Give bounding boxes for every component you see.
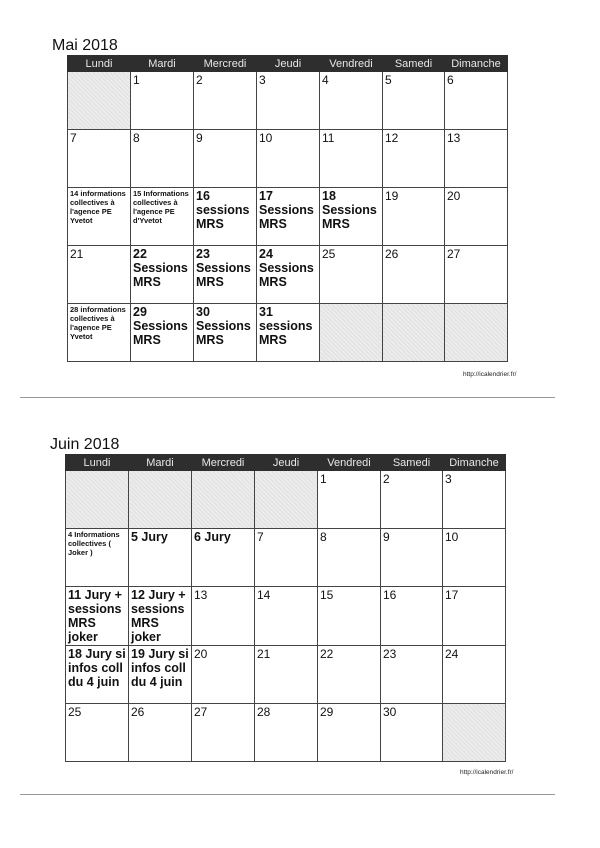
day-cell-text: 12: [385, 131, 399, 145]
day-cell: [320, 188, 383, 246]
empty-day-cell: [66, 471, 129, 529]
day-cell: [443, 529, 506, 587]
day-cell-text: 21: [70, 247, 84, 261]
day-cell-text: 7: [70, 131, 77, 145]
day-cell: [381, 587, 443, 646]
day-cell-text: 11: [322, 131, 335, 145]
day-cell: [257, 72, 320, 130]
day-cell-text: 9: [383, 530, 390, 544]
day-cell: [66, 587, 129, 646]
day-cell-text: 27: [194, 705, 208, 719]
week-row: [68, 72, 508, 130]
month-title-juin: Juin 2018: [50, 436, 120, 453]
day-cell: [192, 646, 255, 704]
weekday-header: [66, 455, 506, 471]
day-cell-text: 30: [383, 705, 397, 719]
empty-day-cell: [320, 304, 383, 362]
day-cell: [318, 471, 381, 529]
day-cell: [194, 72, 257, 130]
day-cell-text: 13: [447, 131, 461, 145]
day-cell-text: 15: [320, 588, 334, 602]
weekday-vendredi: Vendredi: [320, 56, 383, 72]
empty-day-cell: [68, 72, 131, 130]
week-row: [68, 130, 508, 188]
day-cell-text: 12 Jury + sessions MRS joker: [131, 588, 186, 644]
day-cell-text: 18 Sessions MRS: [322, 189, 377, 231]
weekday-jeudi: Jeudi: [257, 56, 320, 72]
day-cell: [255, 587, 318, 646]
day-cell: [131, 246, 194, 304]
day-cell-text: 25: [322, 247, 336, 261]
day-cell-text: 30 Sessions MRS: [196, 305, 251, 347]
calendar-grid-juin: [65, 454, 506, 762]
day-cell: [318, 646, 381, 704]
day-cell: [257, 130, 320, 188]
day-cell: [383, 188, 445, 246]
weekday-vendredi: Vendredi: [318, 455, 381, 471]
weekday-samedi: Samedi: [381, 455, 443, 471]
day-cell-text: 22 Sessions MRS: [133, 247, 188, 289]
day-cell: [257, 246, 320, 304]
day-cell-text: 17: [445, 588, 459, 602]
day-cell-text: 19: [385, 189, 399, 203]
day-cell-text: 1: [320, 472, 327, 486]
empty-day-cell: [129, 471, 192, 529]
day-cell-text: 2: [383, 472, 390, 486]
day-cell-text: 23 Sessions MRS: [196, 247, 251, 289]
week-row: [66, 704, 506, 762]
day-cell-text: 11 Jury + sessions MRS joker: [68, 588, 122, 644]
day-cell: [131, 188, 194, 246]
day-cell: [129, 529, 192, 587]
month-title-mai: Mai 2018: [52, 37, 118, 54]
day-cell: [318, 704, 381, 762]
weekday-dimanche: Dimanche: [443, 455, 506, 471]
day-cell-text: 4: [322, 73, 329, 87]
day-cell-text: 1: [133, 73, 140, 87]
day-cell: [320, 130, 383, 188]
day-cell-text: 14 informations collectives à l'agence PE Yvetot: [70, 189, 126, 225]
day-cell-text: 3: [259, 73, 266, 87]
day-cell: [445, 130, 508, 188]
day-cell: [255, 646, 318, 704]
day-cell-text: 14: [257, 588, 271, 602]
footer-url-juin: http://icalendrier.fr/: [460, 769, 514, 776]
day-cell: [129, 587, 192, 646]
day-cell-text: 15 Informations collectives à l'agence PE d'Yvetot: [133, 189, 189, 225]
day-cell-text: 20: [447, 189, 461, 203]
day-cell-text: 7: [257, 530, 264, 544]
week-row: [66, 646, 506, 704]
day-cell-text: 29: [320, 705, 334, 719]
day-cell: [255, 529, 318, 587]
weekday-mercredi: Mercredi: [192, 455, 255, 471]
day-cell: [131, 130, 194, 188]
day-cell-text: 29 Sessions MRS: [133, 305, 188, 347]
day-cell-text: 16: [383, 588, 397, 602]
day-cell-text: 8: [133, 131, 140, 145]
day-cell-text: 26: [131, 705, 145, 719]
day-cell-text: 21: [257, 647, 271, 661]
day-cell: [257, 188, 320, 246]
day-cell-text: 26: [385, 247, 399, 261]
empty-day-cell: [445, 304, 508, 362]
day-cell: [68, 188, 131, 246]
day-cell: [320, 246, 383, 304]
day-cell-text: 3: [445, 472, 452, 486]
day-cell-text: 28: [257, 705, 271, 719]
day-cell: [383, 72, 445, 130]
week-row: [66, 529, 506, 587]
weekday-dimanche: Dimanche: [445, 56, 508, 72]
day-cell: [194, 188, 257, 246]
day-cell-text: 6: [447, 73, 454, 87]
day-cell-text: 13: [194, 588, 208, 602]
day-cell: [194, 246, 257, 304]
day-cell-text: 17 Sessions MRS: [259, 189, 314, 231]
day-cell-text: 27: [447, 247, 461, 261]
day-cell: [381, 529, 443, 587]
day-cell: [68, 130, 131, 188]
day-cell-text: 4 Informations collectives ( Joker ): [68, 530, 120, 557]
day-cell: [131, 72, 194, 130]
week-row: [66, 587, 506, 646]
day-cell: [131, 304, 194, 362]
day-cell: [129, 646, 192, 704]
day-cell: [257, 304, 320, 362]
day-cell-text: 25: [68, 705, 82, 719]
week-row: [68, 246, 508, 304]
footer-url-mai: http://icalendrier.fr/: [463, 371, 517, 378]
weekday-lundi: Lundi: [66, 455, 129, 471]
day-cell: [318, 529, 381, 587]
empty-day-cell: [192, 471, 255, 529]
day-cell: [443, 646, 506, 704]
day-cell: [255, 704, 318, 762]
day-cell: [66, 646, 129, 704]
weekday-jeudi: Jeudi: [255, 455, 318, 471]
divider: [20, 397, 555, 398]
day-cell: [68, 246, 131, 304]
weekday-lundi: Lundi: [68, 56, 131, 72]
day-cell-text: 8: [320, 530, 327, 544]
day-cell: [381, 471, 443, 529]
day-cell: [381, 704, 443, 762]
day-cell: [381, 646, 443, 704]
day-cell-text: 10: [445, 530, 459, 544]
weekday-mardi: Mardi: [131, 56, 194, 72]
day-cell-text: 16 sessions MRS: [196, 189, 250, 231]
day-cell: [443, 471, 506, 529]
day-cell-text: 24: [445, 647, 459, 661]
day-cell-text: 2: [196, 73, 203, 87]
day-cell: [194, 304, 257, 362]
empty-day-cell: [443, 704, 506, 762]
day-cell: [66, 529, 129, 587]
day-cell: [443, 587, 506, 646]
day-cell-text: 19 Jury si infos coll du 4 juin: [131, 647, 189, 689]
empty-day-cell: [255, 471, 318, 529]
divider: [20, 794, 555, 795]
day-cell-text: 9: [196, 131, 203, 145]
day-cell: [192, 529, 255, 587]
calendar-grid-mai: [67, 55, 508, 362]
day-cell: [192, 587, 255, 646]
weekday-mardi: Mardi: [129, 455, 192, 471]
week-row: [66, 471, 506, 529]
day-cell-text: 24 Sessions MRS: [259, 247, 314, 289]
day-cell: [192, 704, 255, 762]
day-cell-text: 20: [194, 647, 208, 661]
day-cell-text: 18 Jury si infos coll du 4 juin: [68, 647, 126, 689]
day-cell-text: 22: [320, 647, 334, 661]
day-cell-text: 5 Jury: [131, 530, 168, 544]
day-cell: [68, 304, 131, 362]
day-cell-text: 5: [385, 73, 392, 87]
day-cell: [445, 246, 508, 304]
weekday-samedi: Samedi: [383, 56, 445, 72]
day-cell-text: 31 sessions MRS: [259, 305, 313, 347]
day-cell-text: 23: [383, 647, 397, 661]
weekday-mercredi: Mercredi: [194, 56, 257, 72]
day-cell: [445, 188, 508, 246]
day-cell: [194, 130, 257, 188]
day-cell: [383, 246, 445, 304]
day-cell: [445, 72, 508, 130]
day-cell: [66, 704, 129, 762]
day-cell: [318, 587, 381, 646]
empty-day-cell: [383, 304, 445, 362]
day-cell-text: 28 informations collectives à l'agence PE Yvetot: [70, 305, 126, 341]
day-cell-text: 10: [259, 131, 273, 145]
weekday-header: [68, 56, 508, 72]
day-cell: [129, 704, 192, 762]
day-cell: [320, 72, 383, 130]
day-cell: [383, 130, 445, 188]
week-row: [68, 304, 508, 362]
day-cell-text: 6 Jury: [194, 530, 231, 544]
week-row: [68, 188, 508, 246]
